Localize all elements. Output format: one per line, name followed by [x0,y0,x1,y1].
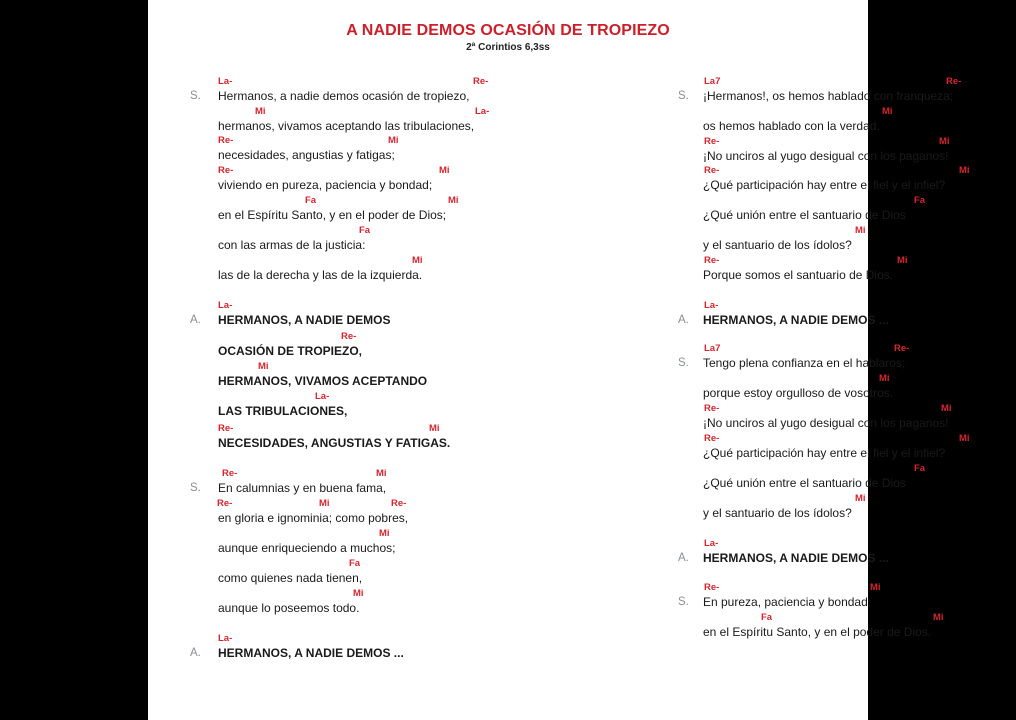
chord-label: La- [704,538,719,549]
chord-label: Mi [319,498,330,509]
lyric-line: hermanos, vivamos aceptando las tribulaciones, [218,119,475,133]
lyric-line: ¿Qué participación hay entre el fiel y el infiel? [703,178,946,192]
lyric-line: en el Espíritu Santo, y en el poder de Dios; [218,208,447,222]
chord-line [148,76,528,88]
chord-line [148,588,528,600]
chorus-line: HERMANOS, A NADIE DEMOS ... [218,646,404,660]
chord-line [148,468,528,480]
right-column [528,0,970,720]
lyric-line: y el santuario de los ídolos? [703,506,852,520]
chord-label: Re- [391,498,407,509]
lyric-line: con las armas de la justicia: [218,238,366,252]
lyric-line: En calumnias y en buena fama, [218,481,387,495]
chord-label: La7 [704,76,721,87]
chord-label: Mi [258,361,269,372]
chord-label: Mi [855,493,866,504]
lyric-line: Tengo plena confianza en el hablaros; [703,356,906,370]
chord-label: Re- [704,255,720,266]
chord-line [528,538,868,550]
lyric-line: En pureza, paciencia y bondad; [703,595,872,609]
chord-label: La- [475,106,490,117]
chord-label: Mi [939,136,950,147]
chord-line [528,612,944,624]
chord-label: Re- [704,582,720,593]
chord-label: Mi [376,468,387,479]
lyric-line: aunque enriqueciendo a muchos; [218,541,396,555]
lyric-line: ¿Qué participación hay entre el fiel y el infiel? [703,446,946,460]
lyric-line: en el Espíritu Santo, y en el poder de Dios. [703,625,932,639]
chord-label: Mi [448,195,459,206]
chord-line [148,498,528,510]
chord-label: Re- [894,343,910,354]
chord-label: Mi [882,106,893,117]
chord-line [528,106,893,118]
lyric-line: las de la derecha y las de la izquierda. [218,268,423,282]
chord-label: Mi [388,135,399,146]
chorus-line: LAS TRIBULACIONES, [218,404,348,418]
chord-line [528,165,970,177]
chord-label: Mi [379,528,390,539]
lyric-line: ¡No unciros al yugo desigual con los paganos! [703,149,949,163]
chord-label: Re- [473,76,489,87]
lyric-line: necesidades, angustias y fatigas; [218,148,395,162]
chord-line [528,225,868,237]
solo-marker: S. [678,596,689,608]
chord-label: Mi [933,612,944,623]
chord-label: Mi [353,588,364,599]
chord-line [528,493,868,505]
chord-line [148,195,528,207]
chorus-line: HERMANOS, A NADIE DEMOS [218,313,391,327]
lyric-line: y el santuario de los ídolos? [703,238,852,252]
chord-label: Re- [218,135,234,146]
chord-label: Mi [412,255,423,266]
chord-line [148,300,528,312]
chord-line [528,195,926,207]
chord-line [148,423,528,435]
chord-line [528,463,926,475]
chorus-line: NECESIDADES, ANGUSTIAS Y FATIGAS. [218,436,451,450]
chord-label: Re- [341,331,357,342]
lyric-line: aunque lo poseemos todo. [218,601,360,615]
chord-label: Mi [439,165,450,176]
chord-line [528,76,962,88]
left-column [148,0,528,720]
chord-label: Mi [941,403,952,414]
chord-line [148,165,528,177]
chord-line [528,373,890,385]
lyric-line: ¡No unciros al yugo desigual con los paganos! [703,416,949,430]
lyric-line: porque estoy orgulloso de vosotros. [703,386,894,400]
chord-label: Mi [879,373,890,384]
chord-line [148,391,528,403]
chord-label: Fa [914,195,926,206]
chord-line [148,135,528,147]
chord-label: Re- [704,165,720,176]
chord-label: Fa [359,225,371,236]
solo-marker: S. [190,90,201,102]
chord-line [148,225,528,237]
all-marker: A. [190,314,201,326]
chord-label: La- [218,633,233,644]
lyric-line: Hermanos, a nadie demos ocasión de tropiezo, [218,89,470,103]
chord-label: Fa [761,612,773,623]
solo-marker: S. [678,90,689,102]
chord-label: Fa [305,195,317,206]
chord-label: Re- [704,136,720,147]
chord-line [528,403,952,415]
song-subtitle: 2ª Corintios 6,3ss [466,42,550,53]
chord-label: Mi [959,165,970,176]
chord-label: La7 [704,343,721,354]
chord-line [148,558,528,570]
chord-line [528,343,910,355]
chorus-line: OCASIÓN DE TROPIEZO, [218,344,363,358]
chord-line [528,255,908,267]
lyric-line: como quienes nada tienen, [218,571,363,585]
all-marker: A. [190,647,201,659]
chord-label: Re- [222,468,238,479]
chord-label: Re- [218,165,234,176]
lyric-line: Porque somos el santuario de Dios. [703,268,894,282]
chord-line [148,528,528,540]
chord-label: Mi [870,582,881,593]
chord-label: La- [218,76,233,87]
chord-line [528,582,881,594]
chord-line [528,300,868,312]
solo-marker: S. [190,482,201,494]
chord-line [148,633,528,645]
chord-label: Fa [349,558,361,569]
chord-line [148,331,528,343]
song-title: A NADIE DEMOS OCASIÓN DE TROPIEZO [346,22,670,39]
lyric-line: ¿Qué unión entre el santuario de Dios [703,208,906,222]
chord-label: Re- [704,433,720,444]
all-marker: A. [678,314,689,326]
chorus-line: HERMANOS, A NADIE DEMOS ... [703,313,889,327]
songsheet-page [148,0,970,720]
chord-label: Fa [914,463,926,474]
lyric-line: os hemos hablado con la verdad. [703,119,880,133]
chord-line [148,255,528,267]
chord-label: La- [218,300,233,311]
chord-label: Mi [429,423,440,434]
lyric-line: ¡Hermanos!, os hemos hablado con franqueza; [703,89,954,103]
chord-label: Re- [217,498,233,509]
chord-label: Re- [704,403,720,414]
all-marker: A. [678,552,689,564]
chord-label: Re- [218,423,234,434]
chord-label: La- [315,391,330,402]
chord-line [528,136,950,148]
chord-label: Mi [855,225,866,236]
lyric-line: viviendo en pureza, paciencia y bondad; [218,178,433,192]
chord-label: La- [704,300,719,311]
solo-marker: S. [678,357,689,369]
lyric-line: ¿Qué unión entre el santuario de Dios [703,476,906,490]
chord-line [148,361,528,373]
chord-label: Mi [959,433,970,444]
lyric-line: en gloria e ignominia; como pobres, [218,511,409,525]
chord-label: Mi [255,106,266,117]
chorus-line: HERMANOS, A NADIE DEMOS ... [703,551,889,565]
chord-label: Mi [897,255,908,266]
chorus-line: HERMANOS, VIVAMOS ACEPTANDO [218,374,428,388]
chord-label: Re- [946,76,962,87]
chord-line [148,106,528,118]
chord-line [528,433,970,445]
